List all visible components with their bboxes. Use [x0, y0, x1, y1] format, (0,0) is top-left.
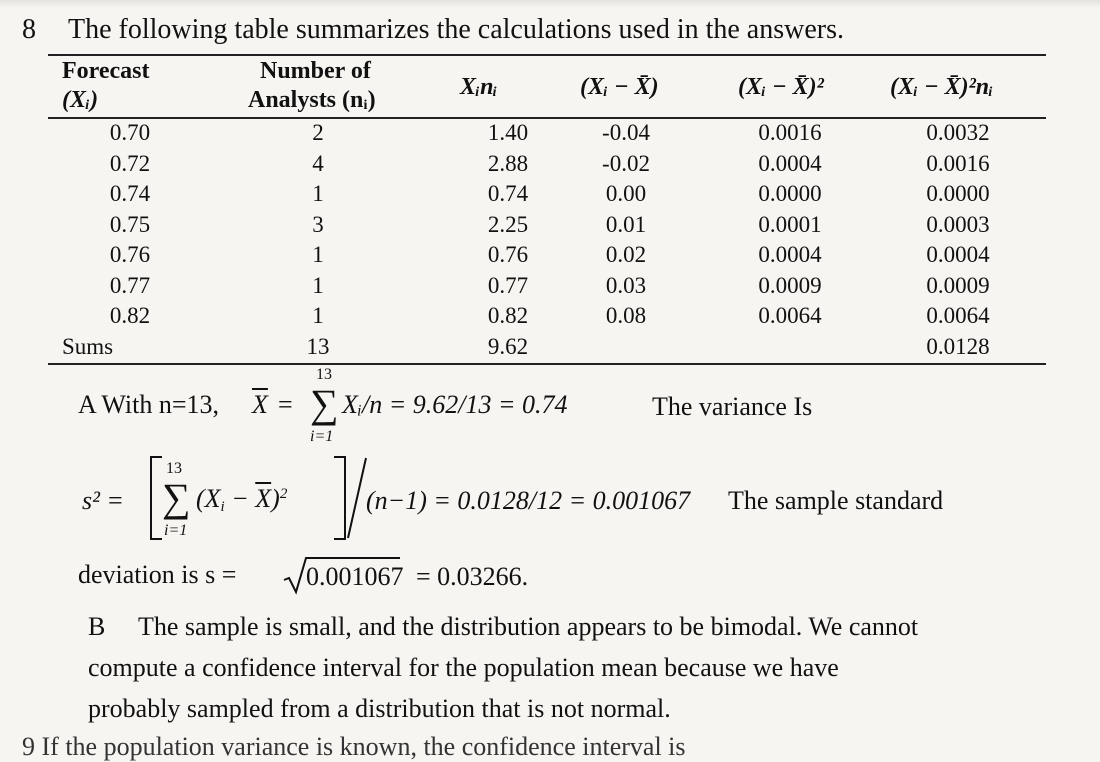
cell-analysts: 2 — [312, 120, 324, 145]
s2-sum-upper: 13 — [166, 460, 182, 477]
header-forecast-line2: (Xᵢ) — [62, 87, 99, 113]
s2-sum-lower: i=1 — [164, 522, 188, 539]
cell-deviation-squared: 0.0004 — [758, 242, 822, 267]
mean-equals: = — [278, 390, 293, 419]
cell-deviation: 0.01 — [605, 211, 647, 237]
cell-deviation-squared-n: 0.0000 — [926, 181, 990, 206]
cell-forecast: 0.72 — [109, 150, 151, 176]
next-question-cut: 9 If the population variance is known, the confidence interval is — [22, 732, 686, 761]
answer-b-line3: probably sampled from a distribution that is not normal. — [88, 694, 671, 723]
answer-b-letter: B — [88, 612, 106, 641]
cell-deviation-squared-n: 0.0003 — [926, 211, 990, 237]
header-forecast-line1: Forecast — [62, 58, 150, 84]
header-deviation-squared-n: (Xᵢ − X̄)²nᵢ — [890, 74, 994, 100]
s2-formula: (n−1) = 0.0128/12 = 0.001067 — [366, 486, 691, 515]
answer-b-line1: The sample is small, and the distribution appears to be bimodal. We cannot — [138, 612, 919, 641]
cell-analysts: 1 — [312, 272, 324, 298]
cell-deviation-squared: 0.0009 — [758, 272, 822, 298]
cell-forecast: 0.75 — [109, 211, 151, 237]
mean-formula: Xᵢ/n = 9.62/13 = 0.74 — [342, 390, 568, 419]
cell-deviation-squared: 0.0016 — [758, 120, 822, 145]
right-bracket — [334, 456, 346, 540]
header-analysts-line2: Analysts (nᵢ) — [248, 87, 376, 113]
cell-deviation: -0.04 — [602, 120, 650, 145]
sd-result: = 0.03266. — [416, 562, 529, 591]
table-header-rule — [48, 117, 1046, 119]
mean-sum-lower: i=1 — [310, 428, 334, 445]
cell-analysts: 4 — [312, 150, 324, 176]
cell-xn: 0.74 — [487, 181, 529, 206]
s2-lhs: s² = — [82, 486, 124, 515]
division-slash-icon — [346, 456, 368, 540]
sums-xn: 9.62 — [487, 334, 529, 359]
s2-tail: The sample standard — [728, 486, 944, 515]
cell-xn: 0.76 — [487, 242, 529, 267]
table-top-rule — [48, 54, 1046, 56]
cell-xn: 2.25 — [487, 211, 529, 237]
question-intro: The following table summarizes the calculations used in the answers. — [68, 14, 845, 45]
cell-deviation: 0.08 — [605, 303, 647, 328]
cell-deviation: -0.02 — [602, 150, 650, 176]
cell-deviation-squared-n: 0.0016 — [926, 150, 990, 176]
variance-label: The variance Is — [652, 392, 813, 421]
cell-deviation: 0.02 — [605, 242, 647, 267]
sums-label: Sums — [62, 334, 114, 359]
cell-deviation-squared: 0.0001 — [758, 211, 822, 237]
cell-forecast: 0.70 — [109, 120, 151, 145]
sd-radicand: 0.001067 — [306, 562, 404, 591]
cell-deviation-squared: 0.0004 — [758, 150, 822, 176]
header-analysts-line1: Number of — [260, 58, 371, 84]
cell-xn: 0.82 — [487, 303, 529, 328]
cell-analysts: 1 — [312, 242, 324, 267]
header-deviation: (Xᵢ − X̄) — [580, 74, 659, 100]
sd-prefix: deviation is s = — [78, 560, 237, 589]
sigma-icon-2: ∑ — [162, 475, 191, 520]
question-number: 8 — [22, 14, 36, 45]
sigma-icon: ∑ — [310, 381, 339, 426]
cell-forecast: 0.74 — [109, 181, 151, 206]
mean-symbol: $\overline{X}$ — [252, 390, 268, 419]
page-top-edge — [0, 0, 1100, 8]
cell-xn: 0.77 — [487, 272, 529, 298]
header-xn: Xᵢnᵢ — [460, 74, 498, 100]
cell-forecast: 0.82 — [109, 303, 151, 328]
sums-n: 13 — [306, 334, 330, 359]
cell-xn: 1.40 — [487, 120, 529, 145]
left-bracket — [150, 456, 162, 540]
sums-dev2n: 0.0128 — [926, 334, 990, 359]
cell-deviation: 0.03 — [605, 272, 647, 298]
mean-sum-upper: 13 — [316, 366, 332, 383]
cell-analysts: 1 — [312, 303, 324, 328]
s2-term: $(X_i - \overline{X})^2$ — [196, 484, 288, 515]
answer-b-line2: compute a confidence interval for the population mean because we have — [88, 653, 839, 682]
cell-deviation-squared-n: 0.0004 — [926, 242, 990, 267]
cell-deviation-squared-n: 0.0032 — [926, 120, 990, 145]
cell-deviation-squared: 0.0000 — [758, 181, 822, 206]
answer-a-prefix: A With n=13, — [78, 390, 219, 419]
header-deviation-squared: (Xᵢ − X̄)² — [738, 74, 824, 100]
cell-deviation-squared: 0.0064 — [758, 303, 822, 328]
cell-deviation-squared-n: 0.0064 — [926, 303, 990, 328]
cell-analysts: 1 — [312, 181, 324, 206]
cell-xn: 2.88 — [487, 150, 529, 176]
cell-analysts: 3 — [312, 211, 324, 237]
cell-deviation: 0.00 — [605, 181, 647, 206]
table-bottom-rule — [48, 363, 1046, 365]
cell-deviation-squared-n: 0.0009 — [926, 272, 990, 298]
cell-forecast: 0.76 — [109, 242, 151, 267]
cell-forecast: 0.77 — [109, 272, 151, 298]
